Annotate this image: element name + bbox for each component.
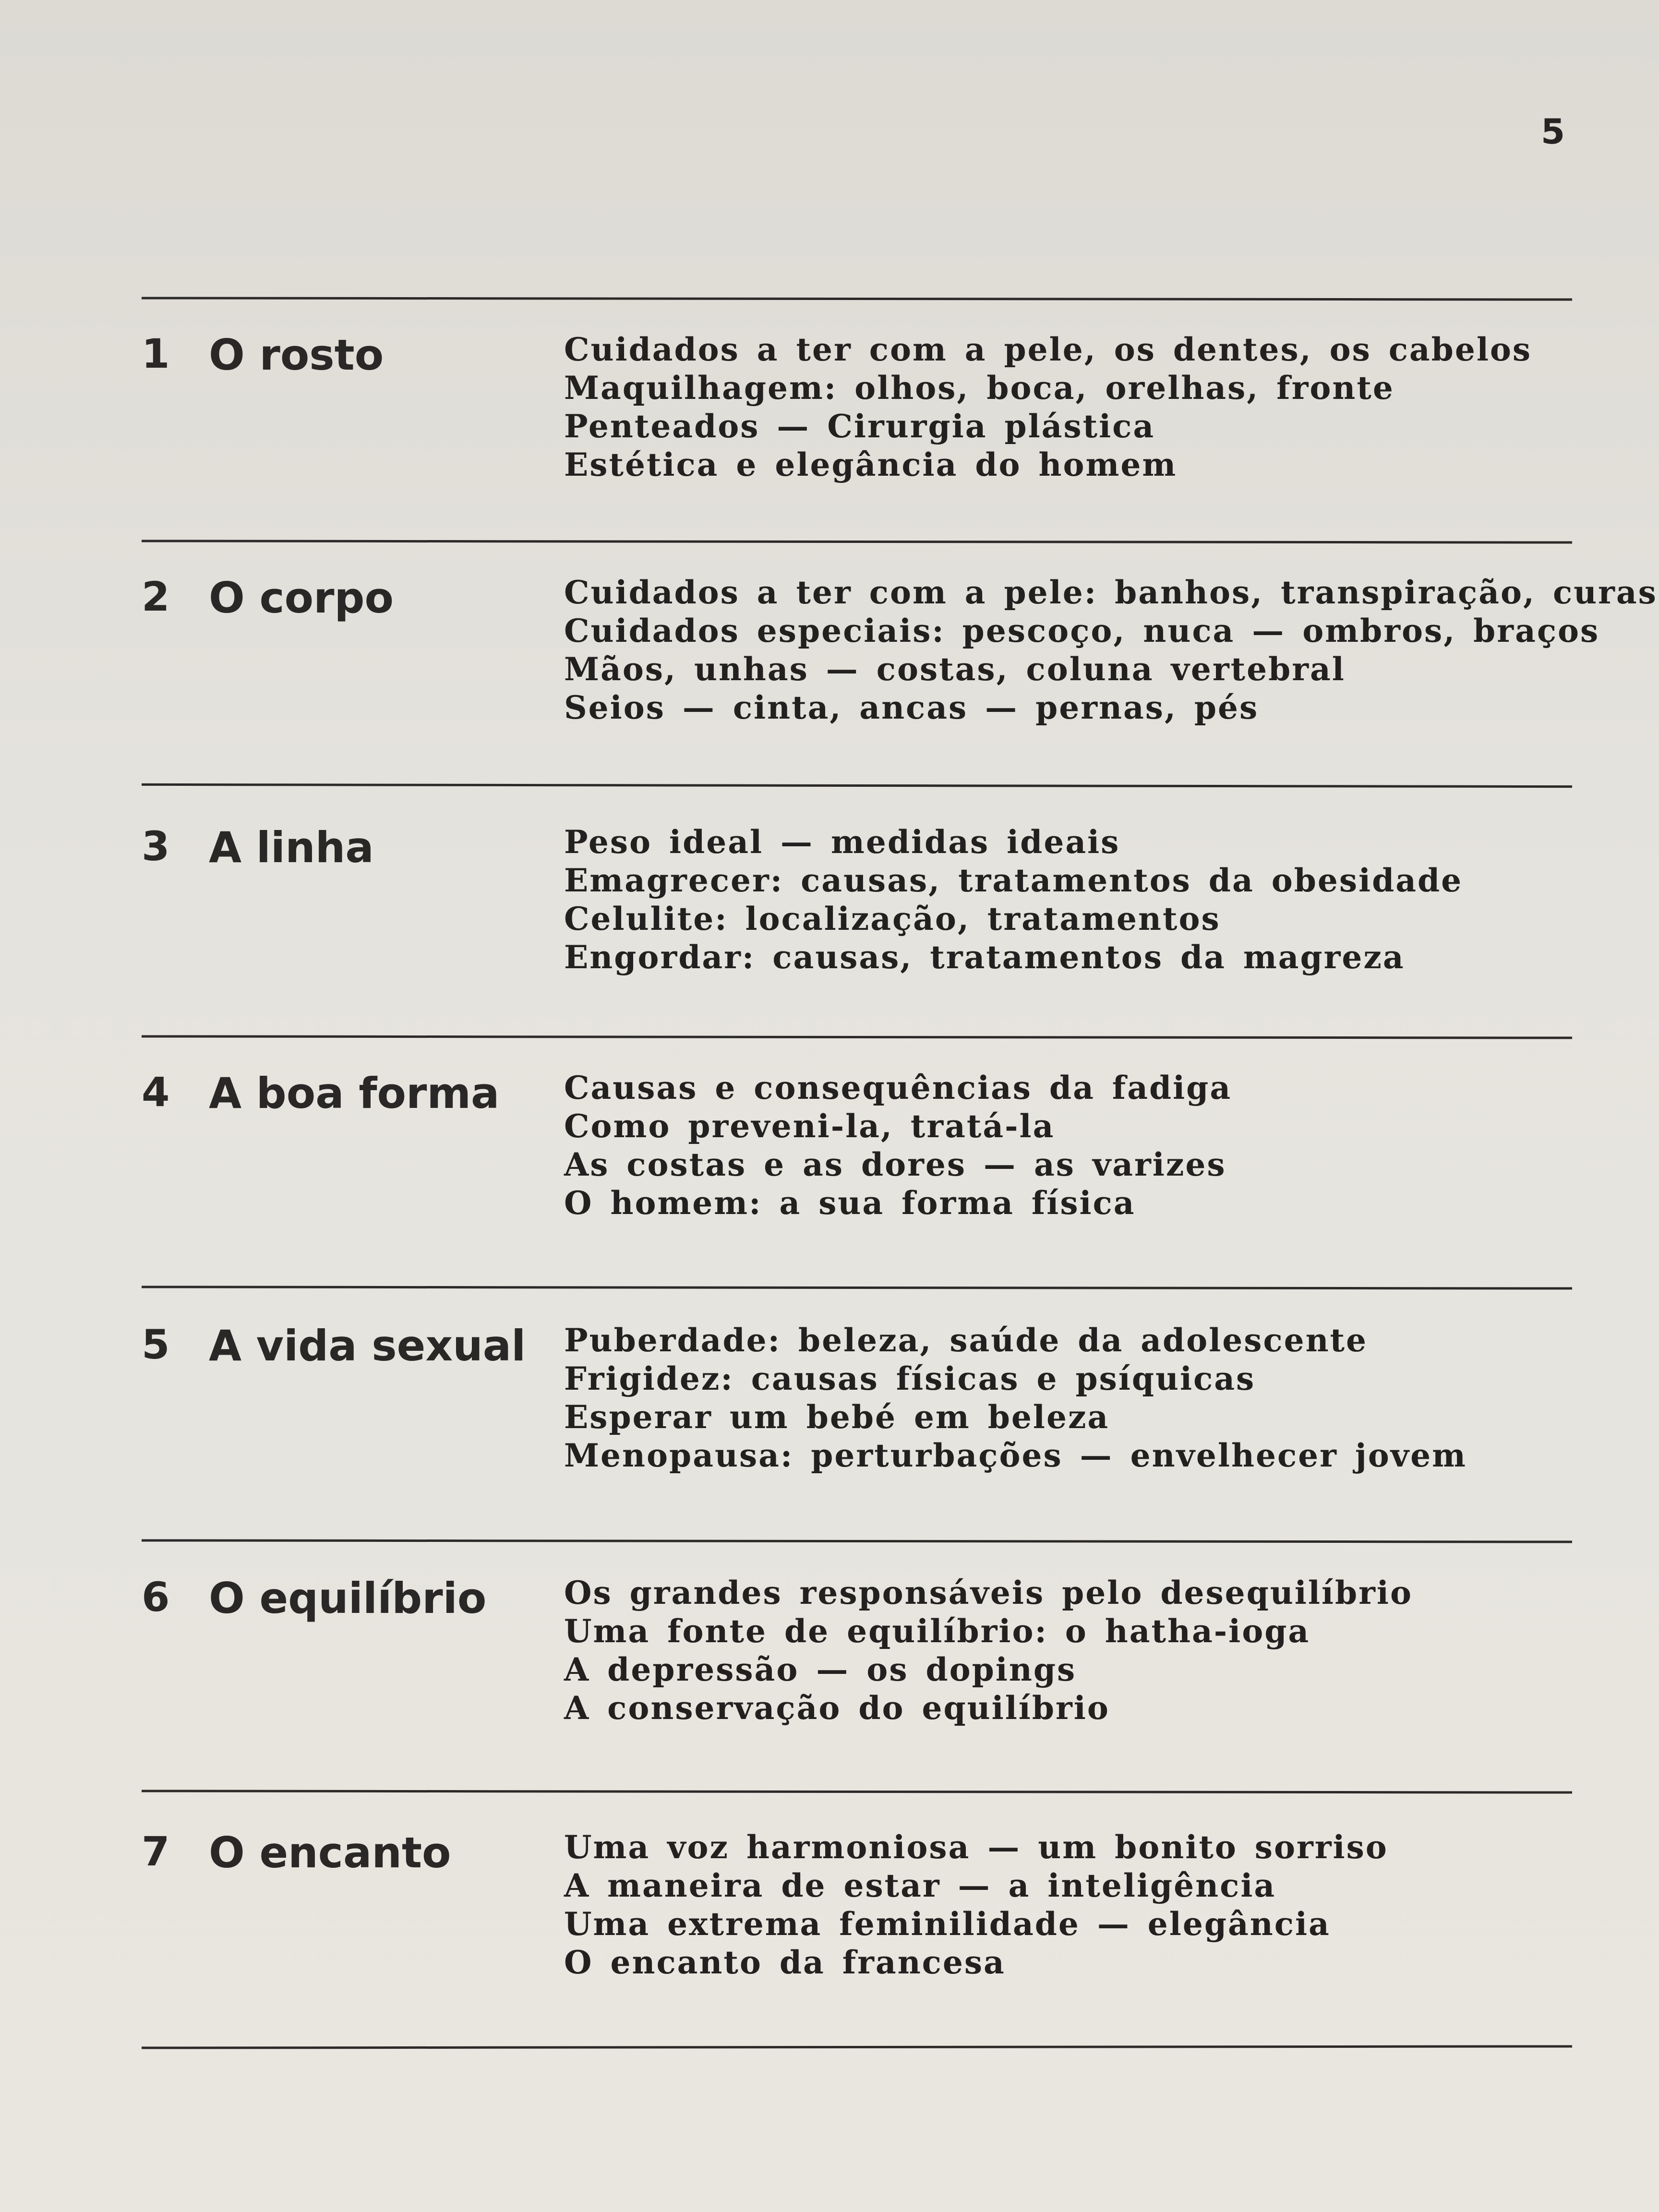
section-divider [142,1035,1572,1039]
section-topics [564,1321,1467,1475]
topic-line: Uma fonte de equilíbrio: o hatha-ioga [564,1612,1310,1650]
topic-line: Frigidez: causas físicas e psíquicas [564,1360,1256,1397]
section-title: O equilíbrio [209,1574,487,1623]
topic-line: Penteados — Cirurgia plástica [564,408,1155,445]
section-2 [142,573,1658,726]
topic-line: Uma extrema feminilidade — elegância [564,1905,1331,1943]
section-title: O encanto [209,1828,451,1877]
topic-line: O homem: a sua forma física [564,1184,1136,1222]
section-number: 4 [142,1069,170,1116]
section-6 [142,1574,1596,1727]
section-number: 3 [142,823,170,870]
section-7 [142,1828,1596,1981]
topic-line: Celulite: localização, tratamentos [564,900,1221,938]
section-divider [142,2045,1572,2049]
topic-line: Menopausa: perturbações — envelhecer jovem [564,1437,1467,1474]
topic-line: Seios — cinta, ancas — pernas, pés [564,689,1259,726]
section-divider [142,1790,1572,1793]
section-5 [142,1321,1596,1474]
topic-line: Causas e consequências da fadiga [564,1069,1232,1106]
section-3 [142,823,1596,976]
section-topics [564,823,1463,976]
section-topics [564,1574,1413,1727]
section-number: 1 [142,330,170,377]
section-divider [142,1286,1572,1289]
section-1 [142,330,1596,483]
section-number: 7 [142,1828,170,1875]
section-divider [142,297,1572,301]
section-title: A boa forma [209,1069,500,1118]
topic-line: Estética e elegância do homem [564,446,1178,483]
topic-line: A maneira de estar — a inteligência [564,1867,1276,1904]
topic-line: Cuidados especiais: pescoço, nuca — ombros, braços [564,612,1600,649]
topic-line: As costas e as dores — as varizes [564,1146,1226,1183]
section-divider [142,783,1572,788]
topic-line: Emagrecer: causas, tratamentos da obesidade [564,862,1463,899]
topic-line: Mãos, unhas — costas, coluna vertebral [564,650,1346,688]
section-title: O corpo [209,573,394,623]
section-4 [142,1069,1596,1222]
section-title: A linha [209,823,374,872]
section-topics [564,573,1658,727]
section-divider [142,1539,1572,1543]
topic-line: Peso ideal — medidas ideais [564,823,1120,861]
topic-line: Os grandes responsáveis pelo desequilíbrio [564,1574,1413,1611]
topic-line: Cuidados a ter com a pele, os dentes, os cabelos [564,331,1532,368]
section-title: O rosto [209,330,384,380]
topic-line: O encanto da francesa [564,1944,1006,1981]
topic-line: Cuidados a ter com a pele: banhos, transpiração, curas [564,574,1658,611]
topic-line: Maquilhagem: olhos, boca, orelhas, fronte [564,369,1395,407]
page-number: 5 [1541,111,1565,152]
topic-line: Puberdade: beleza, saúde da adolescente [564,1322,1368,1359]
section-topics [564,1828,1388,1982]
section-number: 6 [142,1574,170,1621]
topic-line: Engordar: causas, tratamentos da magreza [564,938,1405,976]
section-topics [564,1069,1232,1222]
section-number: 5 [142,1321,170,1368]
topic-line: Esperar um bebé em beleza [564,1398,1110,1436]
topic-line: Uma voz harmoniosa — um bonito sorriso [564,1828,1388,1866]
section-number: 2 [142,573,170,620]
section-divider [142,540,1572,543]
section-title: A vida sexual [209,1321,526,1370]
topic-line: A conservação do equilíbrio [564,1689,1110,1727]
topic-line: A depressão — os dopings [564,1651,1077,1688]
section-topics [564,330,1532,484]
topic-line: Como preveni-la, tratá-la [564,1107,1055,1145]
